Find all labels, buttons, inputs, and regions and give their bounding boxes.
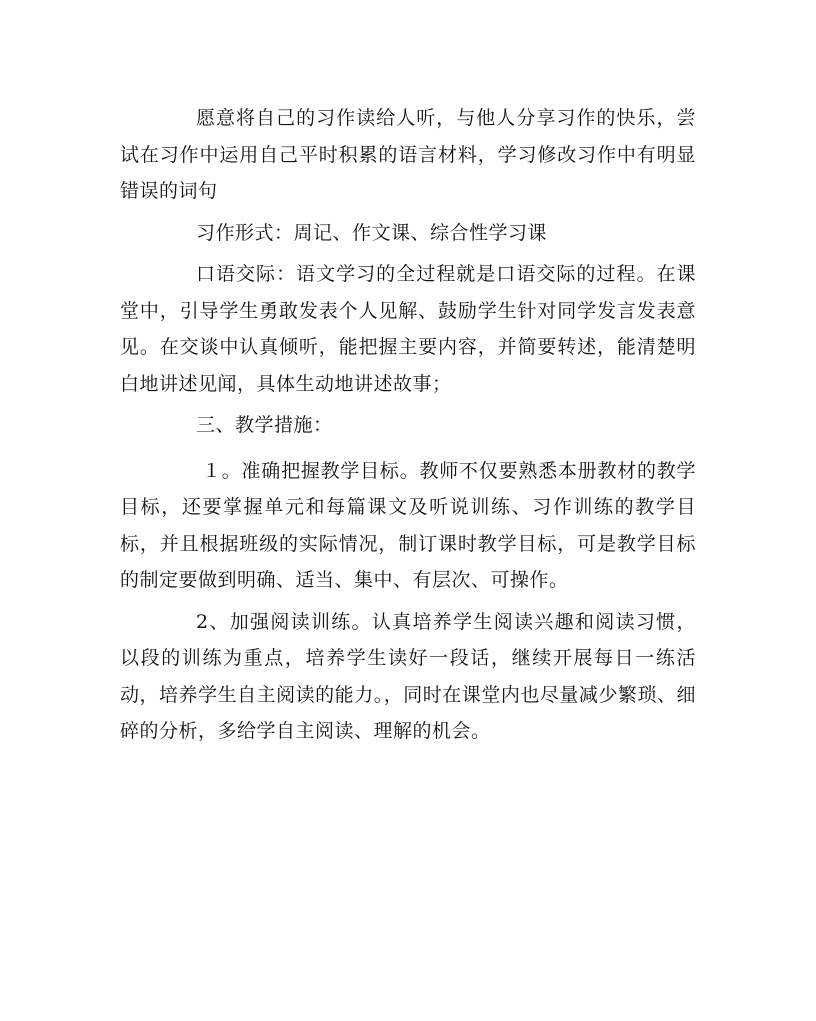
document-body <box>120 100 696 750</box>
paragraph-measure-2: 2、加强阅读训练。认真培养学生阅读兴趣和阅读习惯，以段的训练为重点，培养学生读好一段话，继续开展每日一练活动，培养学生自主阅读的能力。，同时在课堂内也尽量减少繁琐、细碎的分析，多给学自主阅读、理解的机会。 <box>120 610 696 742</box>
paragraph-oral-communication: 口语交际：语文学习的全过程就是口语交际的过程。在课堂中，引导学生勇敢发表个人见解、鼓励学生针对同学发言发表意见。在交谈中认真倾听，能把握主要内容，并简要转述，能清楚明白地讲述见闻，具体生动地讲述故事； <box>120 263 696 395</box>
paragraph-measure-1: １。准确把握教学目标。教师不仅要熟悉本册教材的教学目标，还要掌握单元和每篇课文及听说训练、习作训练的教学目标，并且根据班级的实际情况，制订课时教学目标，可是教学目标的制定要做到明确、适当、集中、有层次、可操作。 <box>120 459 696 591</box>
paragraph-writing-forms: 习作形式：周记、作文课、综合性学习课 <box>196 221 548 244</box>
section-heading-teaching-measures: 三、教学措施： <box>196 414 333 436</box>
paragraph-writing-goals: 愿意将自己的习作读给人听，与他人分享习作的快乐，尝试在习作中运用自己平时积累的语言材料，学习修改习作中有明显错误的词句 <box>120 107 696 202</box>
